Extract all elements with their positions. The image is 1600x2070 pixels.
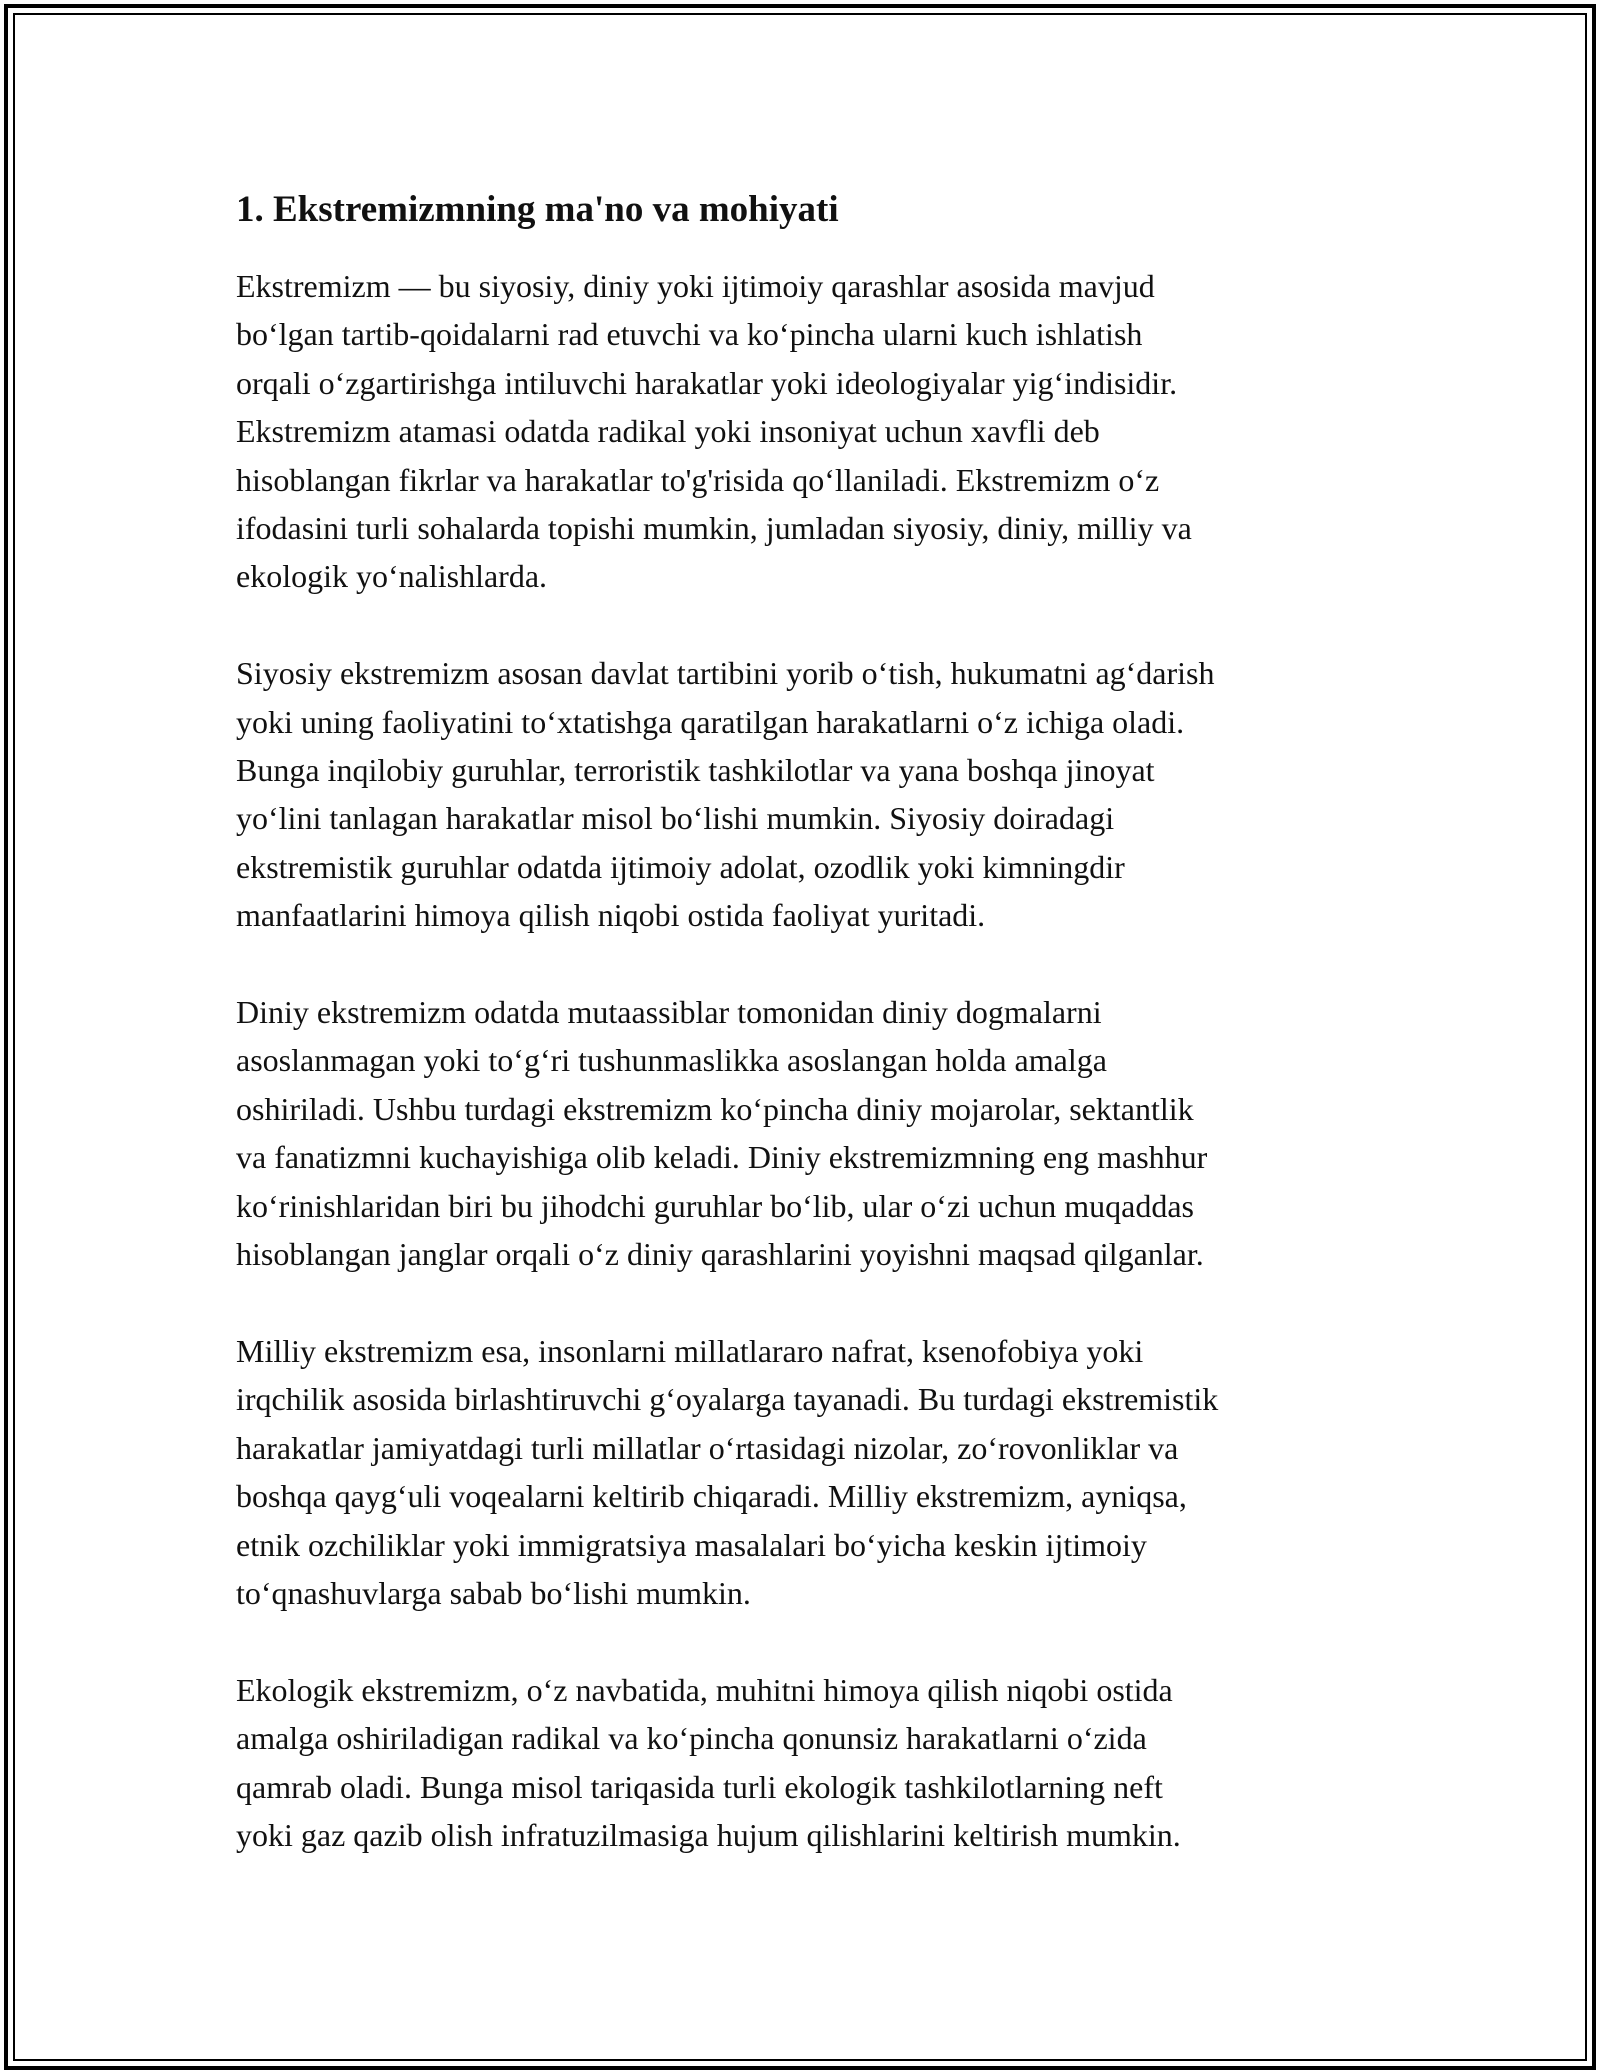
paragraph-line: manfaatlarini himoya qilish niqobi ostida faoliyat yuritadi. xyxy=(236,897,986,934)
paragraph-line: Ekstremizm atamasi odatda radikal yoki insoniyat uchun xavfli deb xyxy=(236,413,1100,450)
section-title: 1. Ekstremizmning ma'no va mohiyati xyxy=(236,189,839,230)
document-body xyxy=(236,186,1376,1908)
paragraph-line: to‘qnashuvlarga sabab bo‘lishi mumkin. xyxy=(236,1574,751,1611)
paragraph-3 xyxy=(236,988,1366,1278)
paragraph-line: ifodasini turli sohalarda topishi mumkin, jumladan siyosiy, diniy, milliy va xyxy=(236,510,1192,547)
paragraph-line: Bunga inqilobiy guruhlar, terroristik tashkilotlar va yana boshqa jinoyat xyxy=(236,752,1155,789)
paragraph-line: bo‘lgan tartib-qoidalarni rad etuvchi va ko‘pincha ularni kuch ishlatish xyxy=(236,316,1143,353)
paragraph-line: va fanatizmni kuchayishiga olib keladi. Diniy ekstremizmning eng mashhur xyxy=(236,1139,1208,1176)
paragraph-line: ekstremistik guruhlar odatda ijtimoiy adolat, ozodlik yoki kimningdir xyxy=(236,848,1125,885)
paragraph-line: Ekstremizm — bu siyosiy, diniy yoki ijtimoiy qarashlar asosida mavjud xyxy=(236,268,1155,304)
paragraph-list xyxy=(236,262,1376,1859)
paragraph-4 xyxy=(236,1327,1366,1617)
paragraph-line: yoki uning faoliyatini to‘xtatishga qaratilgan harakatlarni o‘z ichiga oladi. xyxy=(236,703,1185,740)
paragraph-line: orqali o‘zgartirishga intiluvchi harakatlar yoki ideologiyalar yig‘indisidir. xyxy=(236,364,1178,401)
paragraph-line: etnik ozchiliklar yoki immigratsiya masalalari bo‘yicha keskin ijtimoiy xyxy=(236,1526,1147,1563)
paragraph-line: Ekologik ekstremizm, o‘z navbatida, muhitni himoya qilish niqobi ostida xyxy=(236,1671,1173,1708)
paragraph-line: Diniy ekstremizm odatda mutaassiblar tomonidan diniy dogmalarni xyxy=(236,994,1102,1031)
paragraph-line: ko‘rinishlaridan biri bu jihodchi guruhlar bo‘lib, ular o‘zi uchun muqaddas xyxy=(236,1187,1194,1224)
paragraph-line: harakatlar jamiyatdagi turli millatlar o‘rtasidagi nizolar, zo‘rovonliklar va xyxy=(236,1429,1179,1466)
paragraph-line: Siyosiy ekstremizm asosan davlat tartibini yorib o‘tish, hukumatni ag‘darish xyxy=(236,655,1215,692)
paragraph-line: hisoblangan janglar orqali o‘z diniy qarashlarini yoyishni maqsad qilganlar. xyxy=(236,1236,1204,1273)
paragraph-line: irqchilik asosida birlashtiruvchi g‘oyalarga tayanadi. Bu turdagi ekstremistik xyxy=(236,1381,1219,1418)
paragraph-line: boshqa qayg‘uli voqealarni keltirib chiqaradi. Milliy ekstremizm, ayniqsa, xyxy=(236,1478,1187,1515)
paragraph-line: asoslanmagan yoki to‘g‘ri tushunmaslikka asoslangan holda amalga xyxy=(236,1042,1107,1079)
paragraph-5 xyxy=(236,1666,1366,1860)
paragraph-line: Milliy ekstremizm esa, insonlarni millatlararo nafrat, ksenofobiya yoki xyxy=(236,1332,1144,1369)
paragraph-line: yo‘lini tanlagan harakatlar misol bo‘lishi mumkin. Siyosiy doiradagi xyxy=(236,800,1115,837)
paragraph-line: oshiriladi. Ushbu turdagi ekstremizm ko‘pincha diniy mojarolar, sektantlik xyxy=(236,1090,1194,1127)
paragraph-line: amalga oshiriladigan radikal va ko‘pincha qonunsiz harakatlarni o‘zida xyxy=(236,1720,1147,1757)
paragraph-line: hisoblangan fikrlar va harakatlar to'g'risida qo‘llaniladi. Ekstremizm o‘z xyxy=(236,461,1160,498)
paragraph-2 xyxy=(236,649,1366,939)
paragraph-line: qamrab oladi. Bunga misol tariqasida turli ekologik tashkilotlarning neft xyxy=(236,1768,1163,1805)
paragraph-line: yoki gaz qazib olish infratuzilmasiga hujum qilishlarini keltirish mumkin. xyxy=(236,1816,1181,1853)
paragraph-line: ekologik yo‘nalishlarda. xyxy=(236,558,548,595)
paragraph-1 xyxy=(236,262,1366,601)
